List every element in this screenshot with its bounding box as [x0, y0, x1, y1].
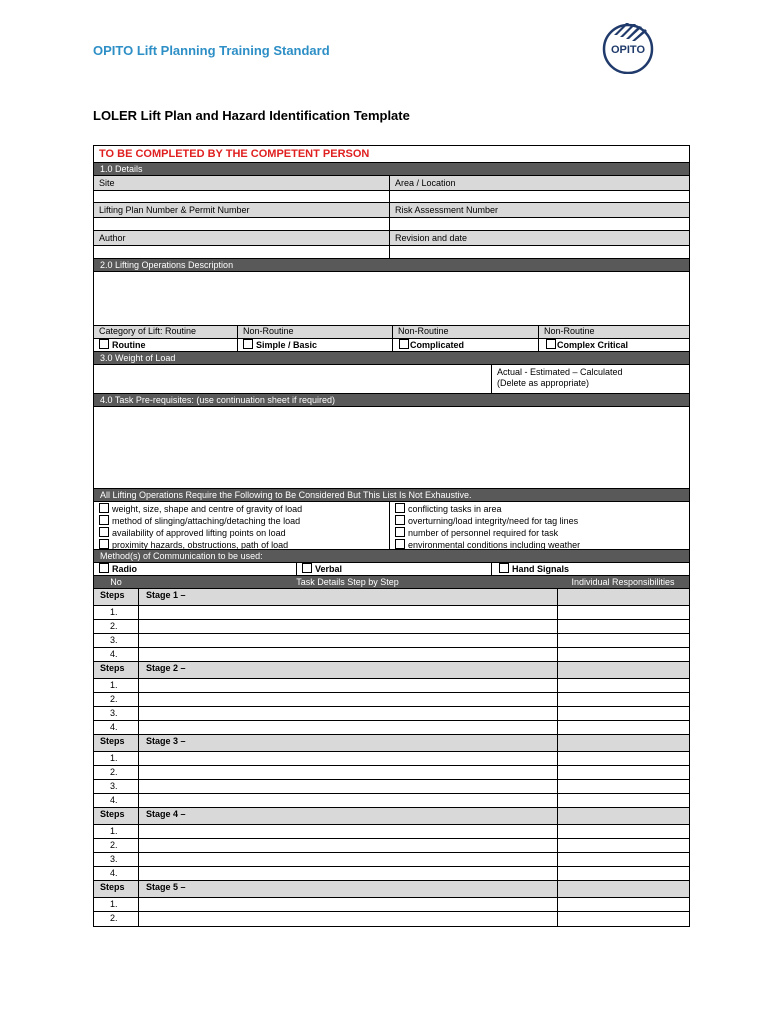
- consideration-item[interactable]: [395, 539, 689, 549]
- step-details-cell[interactable]: [138, 912, 557, 926]
- considerations-right: [389, 502, 689, 549]
- stage-label: Stage 3 –: [138, 735, 557, 751]
- communication-option-hand-signals[interactable]: [491, 563, 689, 575]
- communication-option-radio[interactable]: [94, 563, 296, 575]
- site-label: Site: [99, 178, 115, 188]
- consideration-checkbox[interactable]: [395, 539, 405, 549]
- step-number: 4.: [110, 868, 118, 878]
- task-col-responsibilities: Individual Responsibilities: [571, 577, 675, 587]
- category-header-nonroutine-1: Non-Routine: [237, 326, 392, 338]
- verbal-checkbox[interactable]: [302, 563, 312, 573]
- step-details-cell[interactable]: [138, 707, 557, 720]
- stage-responsibilities-cell[interactable]: [557, 881, 689, 897]
- category-header-nonroutine-3: Non-Routine: [538, 326, 689, 338]
- prerequisites-input[interactable]: [94, 407, 689, 489]
- weight-heading: 3.0 Weight of Load: [94, 352, 689, 365]
- steps-label: Steps: [100, 882, 125, 892]
- weight-type-note: [491, 365, 689, 393]
- step-row: [94, 912, 689, 926]
- step-number: 2.: [110, 621, 118, 631]
- consideration-label: overturning/load integrity/need for tag lines: [408, 516, 579, 526]
- consideration-checkbox[interactable]: [395, 527, 405, 537]
- steps-label: Steps: [100, 809, 125, 819]
- task-col-details: Task Details Step by Step: [296, 577, 399, 587]
- author-input[interactable]: [94, 246, 389, 258]
- weight-type-options: Actual - Estimated – Calculated: [497, 367, 623, 377]
- step-row: [94, 898, 689, 912]
- step-responsibilities-cell[interactable]: [557, 721, 689, 734]
- stage-label: Stage 4 –: [138, 808, 557, 824]
- task-col-no: No: [110, 577, 122, 587]
- communication-heading: Method(s) of Communication to be used:: [94, 550, 689, 563]
- complicated-checkbox[interactable]: [399, 339, 409, 349]
- consideration-item[interactable]: [395, 515, 689, 527]
- step-details-cell[interactable]: [138, 606, 557, 619]
- consideration-label: conflicting tasks in area: [408, 504, 502, 514]
- step-responsibilities-cell[interactable]: [557, 693, 689, 706]
- consideration-label: availability of approved lifting points on load: [112, 528, 286, 538]
- consideration-checkbox[interactable]: [395, 515, 405, 525]
- step-responsibilities-cell[interactable]: [557, 606, 689, 619]
- plan-number-input-row: [94, 218, 689, 231]
- step-number: 2.: [110, 767, 118, 777]
- consideration-item[interactable]: [395, 527, 689, 539]
- step-responsibilities-cell[interactable]: [557, 766, 689, 779]
- step-number: 1.: [110, 899, 118, 909]
- category-option-complicated[interactable]: [392, 339, 538, 351]
- step-details-cell[interactable]: [138, 839, 557, 852]
- stage-responsibilities-cell[interactable]: [557, 735, 689, 751]
- document-title: LOLER Lift Plan and Hazard Identification Template: [93, 108, 410, 123]
- step-details-cell[interactable]: [138, 898, 557, 911]
- considerations-heading: All Lifting Operations Require the Following to Be Considered But This List Is Not Exhaustive.: [94, 489, 689, 502]
- step-row: [94, 707, 689, 721]
- step-row: [94, 693, 689, 707]
- simple-basic-checkbox[interactable]: [243, 339, 253, 349]
- category-options-row: [94, 339, 689, 352]
- consideration-checkbox[interactable]: [395, 503, 405, 513]
- step-row: [94, 752, 689, 766]
- step-number: 2.: [110, 913, 118, 923]
- lifting-plan-number-input[interactable]: [94, 218, 389, 230]
- stage-row: [94, 589, 689, 606]
- lifting-description-input[interactable]: [94, 272, 689, 326]
- step-details-cell[interactable]: [138, 620, 557, 633]
- step-details-cell[interactable]: [138, 867, 557, 880]
- step-number: 1.: [110, 753, 118, 763]
- complicated-label: Complicated: [410, 340, 465, 350]
- area-location-label: Area / Location: [389, 176, 689, 190]
- header-title: OPITO Lift Planning Training Standard: [93, 43, 330, 58]
- consideration-label: environmental conditions including weather: [408, 540, 581, 549]
- step-responsibilities-cell[interactable]: [557, 780, 689, 793]
- consideration-label: method of slinging/attaching/detaching the load: [112, 516, 301, 526]
- stage-responsibilities-cell[interactable]: [557, 662, 689, 678]
- consideration-checkbox[interactable]: [99, 515, 109, 525]
- consideration-item[interactable]: [395, 503, 689, 515]
- step-details-cell[interactable]: [138, 766, 557, 779]
- step-row: [94, 721, 689, 735]
- consideration-checkbox[interactable]: [99, 527, 109, 537]
- step-number: 3.: [110, 781, 118, 791]
- logo-text: OPITO: [610, 44, 646, 56]
- step-row: [94, 794, 689, 808]
- consideration-checkbox[interactable]: [99, 539, 109, 549]
- site-area-input-row: [94, 191, 689, 203]
- step-row: [94, 620, 689, 634]
- step-number: 3.: [110, 708, 118, 718]
- step-details-cell[interactable]: [138, 721, 557, 734]
- stage-row: [94, 662, 689, 679]
- steps-label: Steps: [100, 590, 125, 600]
- step-details-cell[interactable]: [138, 634, 557, 647]
- step-responsibilities-cell[interactable]: [557, 867, 689, 880]
- routine-label: Routine: [112, 340, 146, 350]
- simple-basic-label: Simple / Basic: [256, 340, 318, 350]
- weight-input[interactable]: [94, 365, 491, 393]
- considerations-left: [94, 502, 389, 549]
- weight-type-hint: (Delete as appropriate): [497, 378, 590, 388]
- category-header-nonroutine-2: Non-Routine: [392, 326, 538, 338]
- category-header-row: [94, 326, 689, 339]
- step-row: [94, 780, 689, 794]
- site-area-label-row: [94, 176, 689, 191]
- step-responsibilities-cell[interactable]: [557, 752, 689, 765]
- prerequisites-heading: 4.0 Task Pre-requisites: (use continuation sheet if required): [94, 394, 689, 407]
- radio-label: Radio: [112, 564, 138, 574]
- plan-number-label-row: [94, 203, 689, 218]
- stage-label: Stage 5 –: [138, 881, 557, 897]
- stage-responsibilities-cell[interactable]: [557, 589, 689, 605]
- communication-option-verbal[interactable]: [296, 563, 491, 575]
- steps-label: Steps: [100, 663, 125, 673]
- stage-label: Stage 2 –: [138, 662, 557, 678]
- step-row: [94, 839, 689, 853]
- author-input-row: [94, 246, 689, 259]
- consideration-item[interactable]: [99, 503, 389, 515]
- step-number: 3.: [110, 635, 118, 645]
- lifting-description-heading: 2.0 Lifting Operations Description: [94, 259, 689, 272]
- step-responsibilities-cell[interactable]: [557, 634, 689, 647]
- step-number: 4.: [110, 795, 118, 805]
- stage-label: Stage 1 –: [138, 589, 557, 605]
- hand-signals-label: Hand Signals: [512, 564, 570, 574]
- complex-critical-label: Complex Critical: [557, 340, 629, 350]
- complex-critical-checkbox[interactable]: [546, 339, 556, 349]
- step-number: 2.: [110, 694, 118, 704]
- weight-row: [94, 365, 689, 394]
- step-details-cell[interactable]: [138, 679, 557, 692]
- competent-person-banner: TO BE COMPLETED BY THE COMPETENT PERSON: [94, 146, 689, 163]
- step-details-cell[interactable]: [138, 794, 557, 807]
- step-responsibilities-cell[interactable]: [557, 620, 689, 633]
- author-label: Author: [99, 233, 126, 243]
- steps-label: Steps: [100, 736, 125, 746]
- considerations-list: [94, 502, 689, 550]
- step-responsibilities-cell[interactable]: [557, 853, 689, 866]
- consideration-label: weight, size, shape and centre of gravity of load: [112, 504, 303, 514]
- step-number: 3.: [110, 854, 118, 864]
- area-location-input[interactable]: [389, 191, 689, 202]
- communication-options-row: [94, 563, 689, 576]
- consideration-label: number of personnel required for task: [408, 528, 559, 538]
- step-number: 1.: [110, 607, 118, 617]
- stage-row: [94, 881, 689, 898]
- risk-assessment-number-label: Risk Assessment Number: [389, 203, 689, 217]
- step-responsibilities-cell[interactable]: [557, 794, 689, 807]
- lifting-plan-number-label: Lifting Plan Number & Permit Number: [99, 205, 250, 215]
- step-number: 1.: [110, 680, 118, 690]
- consideration-item[interactable]: [99, 527, 389, 539]
- step-details-cell[interactable]: [138, 648, 557, 661]
- step-details-cell[interactable]: [138, 693, 557, 706]
- stage-responsibilities-cell[interactable]: [557, 808, 689, 824]
- step-responsibilities-cell[interactable]: [557, 707, 689, 720]
- step-responsibilities-cell[interactable]: [557, 825, 689, 838]
- task-table-header: [94, 576, 689, 589]
- step-details-cell[interactable]: [138, 853, 557, 866]
- category-header-routine: Category of Lift: Routine: [99, 326, 197, 336]
- stage-row: [94, 735, 689, 752]
- author-label-row: [94, 231, 689, 246]
- step-number: 4.: [110, 649, 118, 659]
- verbal-label: Verbal: [315, 564, 343, 574]
- step-row: [94, 853, 689, 867]
- step-number: 4.: [110, 722, 118, 732]
- details-heading: 1.0 Details: [94, 163, 689, 176]
- step-row: [94, 634, 689, 648]
- step-responsibilities-cell[interactable]: [557, 679, 689, 692]
- step-number: 1.: [110, 826, 118, 836]
- routine-checkbox[interactable]: [99, 339, 109, 349]
- step-number: 2.: [110, 840, 118, 850]
- revision-date-input[interactable]: [389, 246, 689, 258]
- consideration-item[interactable]: [99, 539, 389, 549]
- hand-signals-checkbox[interactable]: [499, 563, 509, 573]
- lift-plan-form: [93, 145, 690, 927]
- step-details-cell[interactable]: [138, 825, 557, 838]
- step-responsibilities-cell[interactable]: [557, 839, 689, 852]
- risk-assessment-number-input[interactable]: [389, 218, 689, 230]
- consideration-item[interactable]: [99, 515, 389, 527]
- task-table-body: [94, 589, 689, 926]
- step-responsibilities-cell[interactable]: [557, 898, 689, 911]
- category-option-complex[interactable]: [538, 339, 689, 351]
- step-details-cell[interactable]: [138, 752, 557, 765]
- site-input[interactable]: [94, 191, 389, 202]
- step-row: [94, 766, 689, 780]
- step-row: [94, 648, 689, 662]
- consideration-checkbox[interactable]: [99, 503, 109, 513]
- consideration-label: proximity hazards, obstructions, path of load: [112, 540, 289, 549]
- step-responsibilities-cell[interactable]: [557, 912, 689, 926]
- step-details-cell[interactable]: [138, 780, 557, 793]
- step-row: [94, 606, 689, 620]
- category-option-simple[interactable]: [237, 339, 392, 351]
- step-row: [94, 679, 689, 693]
- revision-date-label: Revision and date: [389, 231, 689, 245]
- step-responsibilities-cell[interactable]: [557, 648, 689, 661]
- step-row: [94, 867, 689, 881]
- stage-row: [94, 808, 689, 825]
- radio-checkbox[interactable]: [99, 563, 109, 573]
- opito-logo: [600, 20, 656, 74]
- category-option-routine[interactable]: [94, 339, 237, 351]
- step-row: [94, 825, 689, 839]
